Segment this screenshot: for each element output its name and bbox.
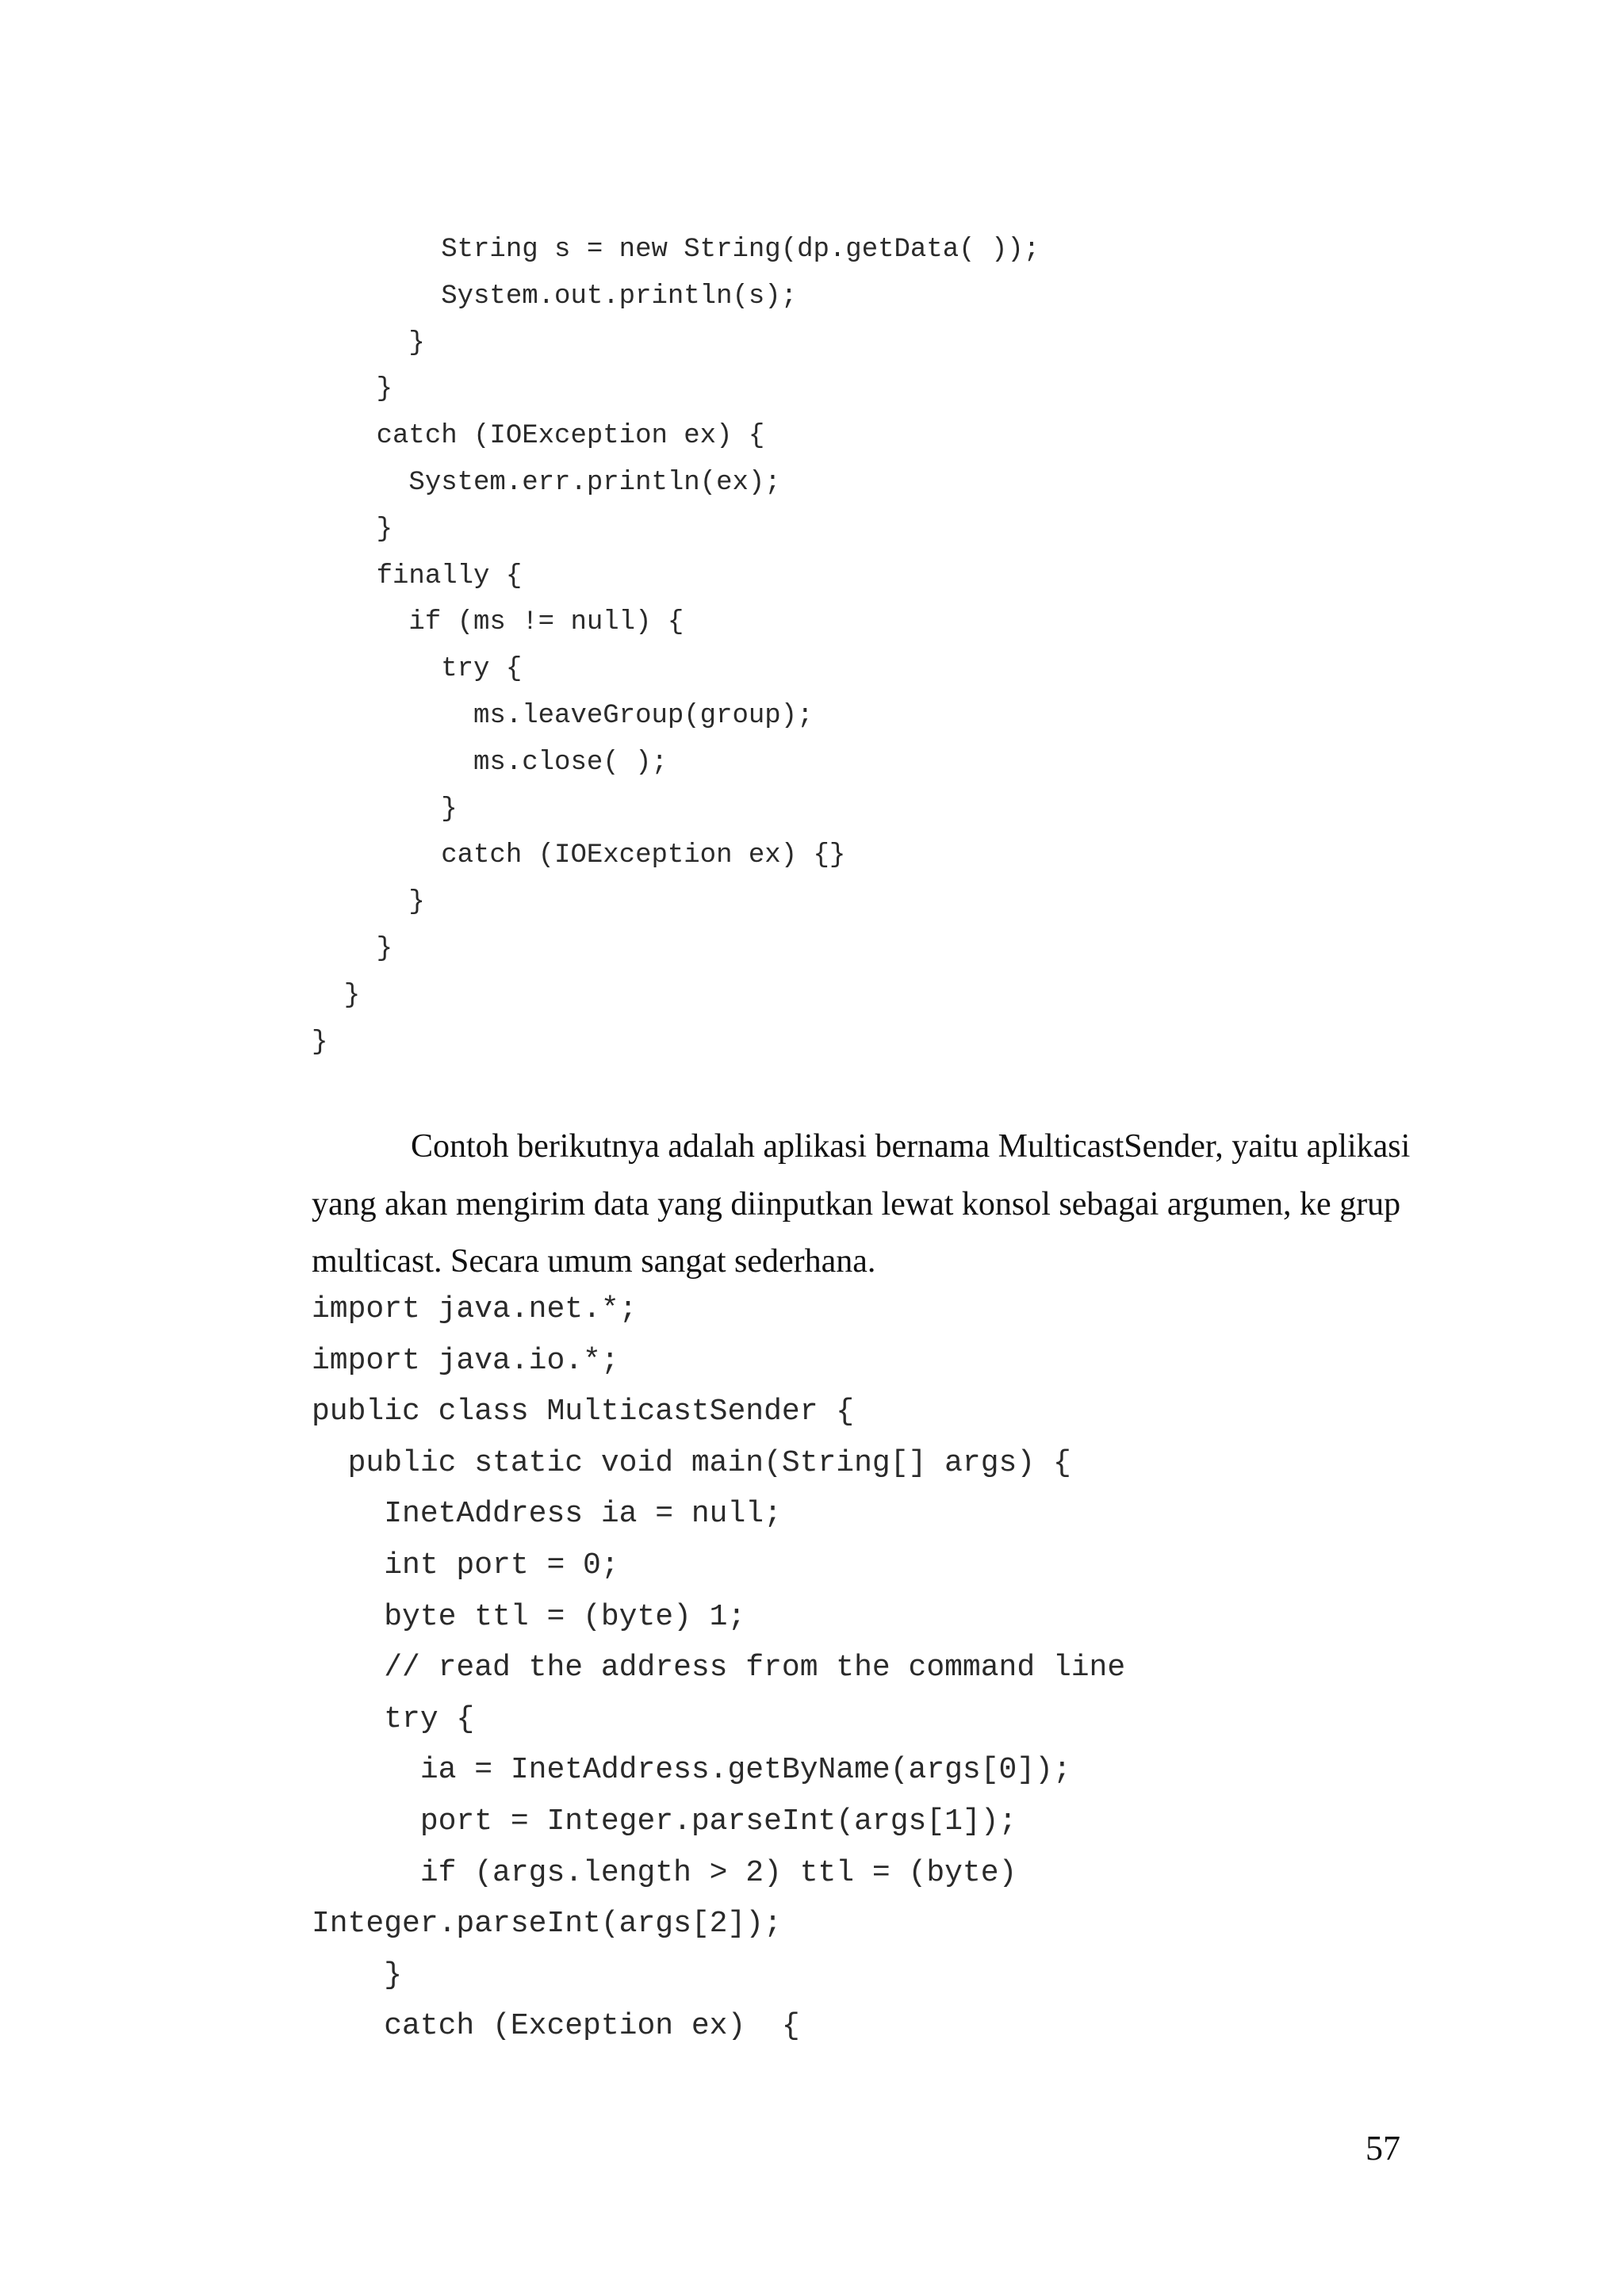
code-line: byte ttl = (byte) 1; bbox=[312, 1599, 746, 1634]
page-number: 57 bbox=[1365, 2129, 1400, 2168]
code-line: InetAddress ia = null; bbox=[312, 1497, 782, 1532]
code-line: } bbox=[312, 1027, 328, 1058]
code-line: try { bbox=[312, 654, 523, 685]
code-line: } bbox=[312, 794, 458, 825]
code-line: } bbox=[312, 374, 393, 405]
code-line: } bbox=[312, 887, 425, 918]
code-line: port = Integer.parseInt(args[1]); bbox=[312, 1804, 1017, 1839]
code-line: } bbox=[312, 327, 425, 358]
code-line: } bbox=[312, 933, 393, 964]
code-line: int port = 0; bbox=[312, 1548, 619, 1582]
code-line: catch (IOException ex) {} bbox=[312, 840, 846, 871]
code-line: // read the address from the command line bbox=[312, 1651, 1126, 1686]
code-line: ms.close( ); bbox=[312, 747, 668, 778]
code-line: finally { bbox=[312, 561, 523, 591]
code-line: ia = InetAddress.getByName(args[0]); bbox=[312, 1753, 1071, 1788]
code-line: ms.leaveGroup(group); bbox=[312, 700, 814, 731]
paragraph-line: Contoh berikutnya adalah aplikasi bernama MulticastSender, yaitu aplikasi bbox=[411, 1128, 1411, 1165]
code-line: import java.io.*; bbox=[312, 1343, 619, 1378]
code-line: System.err.println(ex); bbox=[312, 467, 781, 498]
code-line: catch (Exception ex) { bbox=[312, 2009, 800, 2044]
code-line: public class MulticastSender { bbox=[312, 1395, 855, 1429]
code-line: try { bbox=[312, 1701, 475, 1736]
code-line: System.out.println(s); bbox=[312, 281, 798, 312]
paragraph-line: multicast. Secara umum sangat sederhana. bbox=[312, 1243, 876, 1280]
code-line: } bbox=[312, 980, 361, 1011]
code-line: } bbox=[312, 514, 393, 545]
code-line: catch (IOException ex) { bbox=[312, 421, 765, 452]
code-line: Integer.parseInt(args[2]); bbox=[312, 1907, 782, 1942]
code-line: String s = new String(dp.getData( )); bbox=[312, 235, 1040, 265]
code-block-bottom bbox=[312, 1284, 1125, 2053]
code-line: public static void main(String[] args) { bbox=[312, 1445, 1071, 1480]
code-block-top bbox=[312, 227, 1040, 1066]
code-line: import java.net.*; bbox=[312, 1292, 638, 1326]
code-line: if (ms != null) { bbox=[312, 607, 684, 638]
body-paragraph bbox=[312, 1118, 1411, 1291]
code-line: if (args.length > 2) ttl = (byte) bbox=[312, 1855, 1017, 1890]
code-line: } bbox=[312, 1957, 403, 1992]
paragraph-line: yang akan mengirim data yang diinputkan lewat konsol sebagai argumen, ke grup bbox=[312, 1185, 1401, 1223]
